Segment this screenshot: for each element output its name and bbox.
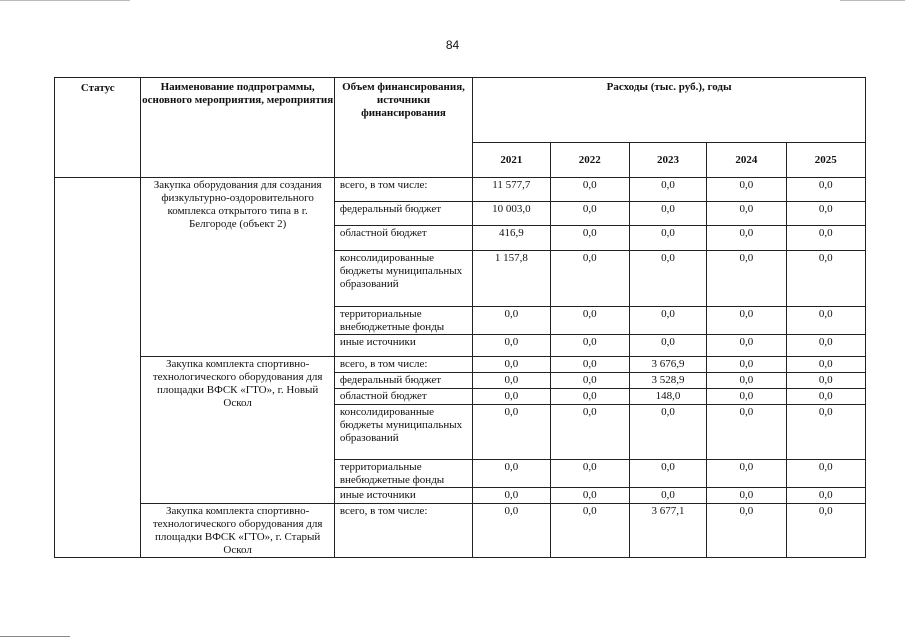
- source-cell: консолидированные бюджеты муниципальных образований: [334, 405, 472, 460]
- value-cell: 3 528,9: [629, 373, 706, 389]
- table-row: [55, 504, 866, 558]
- value-cell: 0,0: [707, 178, 786, 202]
- header-year: 2025: [786, 143, 865, 178]
- status-cell: [55, 178, 141, 558]
- header-year: 2024: [707, 143, 786, 178]
- value-cell: 0,0: [786, 307, 865, 335]
- value-cell: 0,0: [473, 373, 550, 389]
- value-cell: 0,0: [550, 405, 629, 460]
- value-cell: 0,0: [473, 357, 550, 373]
- value-cell: 0,0: [707, 335, 786, 357]
- top-rule-right: [840, 0, 905, 1]
- value-cell: 0,0: [786, 504, 865, 558]
- source-cell: иные источники: [334, 335, 472, 357]
- header-year: 2021: [473, 143, 550, 178]
- value-cell: 1 157,8: [473, 251, 550, 307]
- header-status: Статус: [55, 78, 141, 178]
- activity-name: Закупка оборудования для создания физкультурно-оздоровительного комплекса открытого типа в г. Белгороде (объект 2): [141, 178, 334, 357]
- source-cell: всего, в том числе:: [334, 504, 472, 558]
- value-cell: 0,0: [786, 335, 865, 357]
- value-cell: 0,0: [550, 488, 629, 504]
- page-number: 84: [445, 38, 460, 52]
- value-cell: 0,0: [629, 405, 706, 460]
- value-cell: 0,0: [473, 504, 550, 558]
- header-year: 2023: [629, 143, 706, 178]
- value-cell: 148,0: [629, 389, 706, 405]
- value-cell: 0,0: [550, 226, 629, 251]
- value-cell: 0,0: [707, 251, 786, 307]
- source-cell: всего, в том числе:: [334, 178, 472, 202]
- value-cell: 0,0: [550, 389, 629, 405]
- value-cell: 0,0: [707, 405, 786, 460]
- value-cell: 0,0: [786, 251, 865, 307]
- value-cell: 0,0: [786, 226, 865, 251]
- value-cell: 0,0: [550, 178, 629, 202]
- value-cell: 0,0: [707, 226, 786, 251]
- value-cell: 0,0: [629, 460, 706, 488]
- value-cell: 3 677,1: [629, 504, 706, 558]
- source-cell: территориальные внебюджетные фонды: [334, 460, 472, 488]
- value-cell: 0,0: [629, 202, 706, 226]
- value-cell: 3 676,9: [629, 357, 706, 373]
- value-cell: 0,0: [550, 373, 629, 389]
- source-cell: федеральный бюджет: [334, 373, 472, 389]
- value-cell: 0,0: [550, 460, 629, 488]
- source-cell: иные источники: [334, 488, 472, 504]
- value-cell: 0,0: [707, 488, 786, 504]
- value-cell: 0,0: [707, 373, 786, 389]
- value-cell: 0,0: [629, 307, 706, 335]
- value-cell: 0,0: [786, 202, 865, 226]
- value-cell: 0,0: [550, 251, 629, 307]
- table-row: [55, 357, 866, 373]
- value-cell: 0,0: [707, 389, 786, 405]
- value-cell: 0,0: [550, 504, 629, 558]
- value-cell: 0,0: [550, 307, 629, 335]
- value-cell: 0,0: [629, 178, 706, 202]
- value-cell: 0,0: [629, 335, 706, 357]
- value-cell: 0,0: [786, 178, 865, 202]
- value-cell: 0,0: [707, 202, 786, 226]
- value-cell: 416,9: [473, 226, 550, 251]
- value-cell: 10 003,0: [473, 202, 550, 226]
- value-cell: 0,0: [550, 202, 629, 226]
- source-cell: всего, в том числе:: [334, 357, 472, 373]
- source-cell: территориальные внебюджетные фонды: [334, 307, 472, 335]
- value-cell: 0,0: [786, 373, 865, 389]
- value-cell: 0,0: [786, 389, 865, 405]
- value-cell: 0,0: [786, 357, 865, 373]
- source-cell: областной бюджет: [334, 226, 472, 251]
- value-cell: 0,0: [473, 307, 550, 335]
- source-cell: областной бюджет: [334, 389, 472, 405]
- value-cell: 0,0: [629, 226, 706, 251]
- value-cell: 0,0: [786, 405, 865, 460]
- value-cell: 0,0: [786, 488, 865, 504]
- header-volume: Объем финансирования, источники финансирования: [334, 78, 472, 178]
- value-cell: 0,0: [473, 335, 550, 357]
- header-row: [55, 78, 866, 143]
- value-cell: 0,0: [473, 405, 550, 460]
- value-cell: 0,0: [707, 307, 786, 335]
- source-cell: консолидированные бюджеты муниципальных образований: [334, 251, 472, 307]
- value-cell: 11 577,7: [473, 178, 550, 202]
- value-cell: 0,0: [707, 504, 786, 558]
- value-cell: 0,0: [707, 460, 786, 488]
- top-rule-left: [0, 0, 130, 1]
- value-cell: 0,0: [550, 357, 629, 373]
- value-cell: 0,0: [707, 357, 786, 373]
- bottom-rule: [0, 636, 70, 637]
- header-year: 2022: [550, 143, 629, 178]
- table-row: [55, 178, 866, 202]
- financing-table: [54, 77, 866, 558]
- value-cell: 0,0: [629, 251, 706, 307]
- activity-name: Закупка комплекта спортивно-технологического оборудования для площадки ВФСК «ГТО», г. Старый Оскол: [141, 504, 334, 558]
- value-cell: 0,0: [550, 335, 629, 357]
- source-cell: федеральный бюджет: [334, 202, 472, 226]
- value-cell: 0,0: [473, 488, 550, 504]
- value-cell: 0,0: [473, 389, 550, 405]
- value-cell: 0,0: [786, 460, 865, 488]
- header-expenses: Расходы (тыс. руб.), годы: [473, 78, 866, 143]
- activity-name: Закупка комплекта спортивно-технологического оборудования для площадки ВФСК «ГТО», г. Новый Оскол: [141, 357, 334, 504]
- value-cell: 0,0: [629, 488, 706, 504]
- header-name: Наименование подпрограммы, основного мероприятия, мероприятия: [141, 78, 334, 178]
- value-cell: 0,0: [473, 460, 550, 488]
